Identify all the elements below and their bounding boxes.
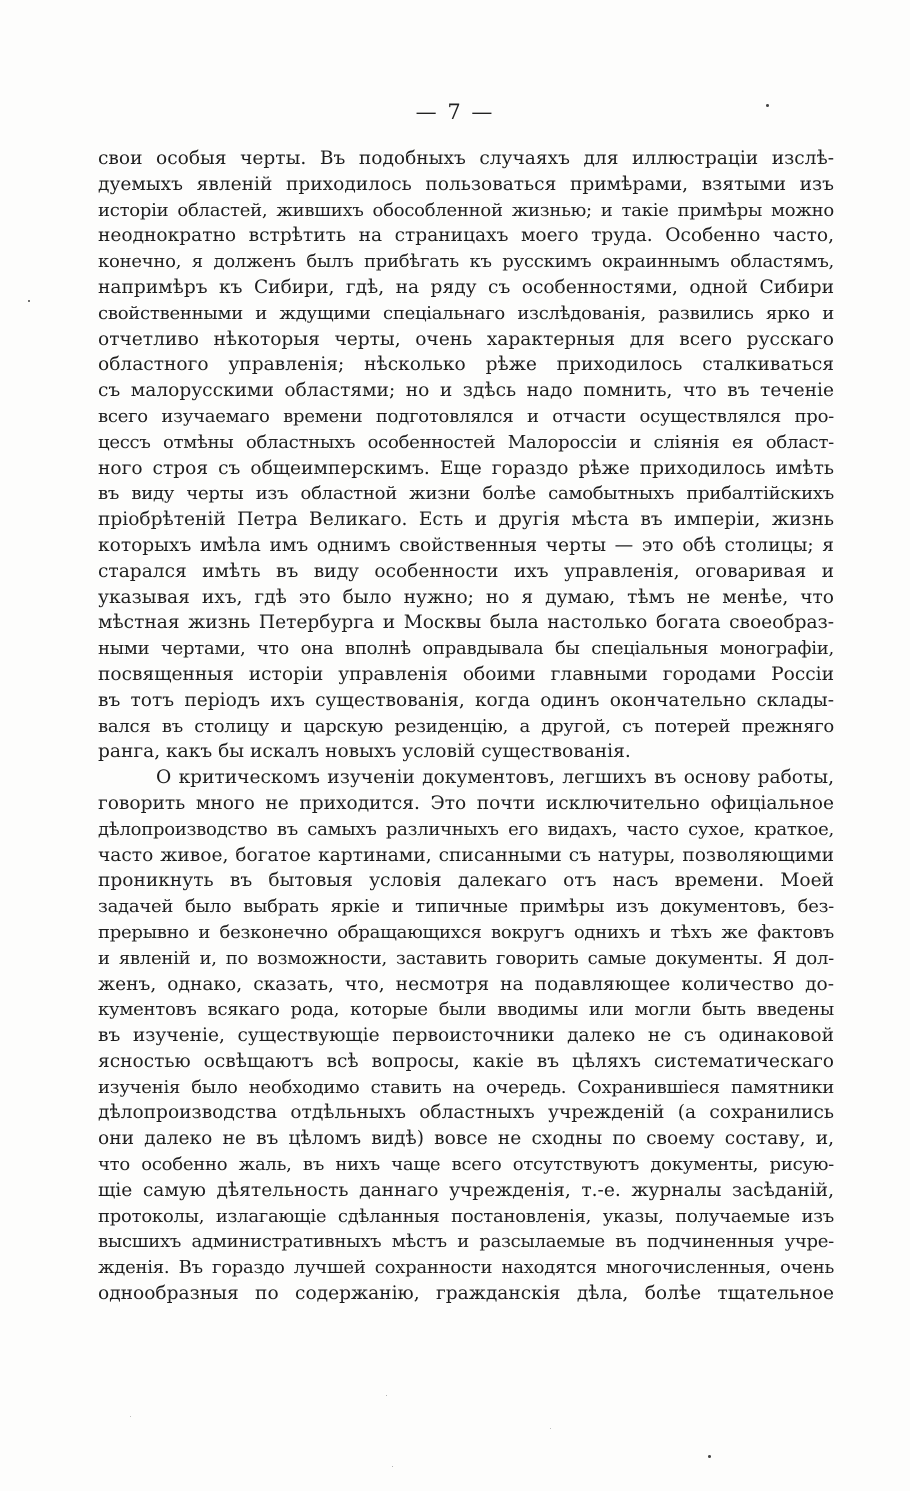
text-line: жденія. Въ гораздо лучшей сохранности находятся многочисленныя, очень <box>98 1257 834 1279</box>
text-line: проникнуть въ бытовыя условія далекаго отъ насъ времени. Моей <box>98 870 834 892</box>
text-line: пріобрѣтеній Петра Великаго. Есть и другія мѣста въ имперіи, жизнь <box>98 509 834 531</box>
dust-speck <box>766 104 769 107</box>
text-line: посвященныя исторіи управленія обоими главными городами Россіи <box>98 663 834 685</box>
text-line: дѣлопроизводство въ самыхъ различныхъ его видахъ, часто сухое, краткое, <box>98 818 834 840</box>
text-line: отчетливо нѣкоторыя черты, очень характерныя для всего русскаго <box>98 328 834 350</box>
text-line: протоколы, излагающіе сдѣланныя постановленія, указы, получаемые изъ <box>98 1205 834 1227</box>
text-line: которыхъ имѣла имъ однимъ свойственныя черты — это обѣ столицы; я <box>98 534 834 556</box>
text-line: ными чертами, что она вполнѣ оправдывала бы спеціальныя монографіи, <box>98 638 834 660</box>
text-line: изученія было необходимо ставить на очередь. Сохранившіеся памятники <box>98 1076 834 1098</box>
dust-speck <box>130 1416 131 1417</box>
text-line: неоднократно встрѣтить на страницахъ моего труда. Особенно часто, <box>98 225 834 247</box>
text-line: мѣстная жизнь Петербурга и Москвы была настолько богата своеобраз- <box>98 612 834 634</box>
text-line: говорить много не приходится. Это почти исключительно офиціальное <box>98 792 834 814</box>
text-line: задачей было выбрать яркіе и типичные примѣры изъ документовъ, без- <box>98 896 834 918</box>
text-line: прерывно и безконечно обращающихся вокругъ однихъ и тѣхъ же фактовъ <box>98 921 834 943</box>
text-line: указывая ихъ, гдѣ это было нужно; но я думаю, тѣмъ не менѣе, что <box>98 586 834 608</box>
text-line: часто живое, богатое картинами, списанными съ натуры, позволяющими <box>98 844 834 866</box>
text-line: женъ, однако, сказать, что, несмотря на подавляющее количество до- <box>98 973 834 995</box>
text-line: съ малорусскими областями; но и здѣсь надо помнить, что въ теченіе <box>98 380 834 402</box>
text-line: ясностью освѣщаютъ всѣ вопросы, какіе въ цѣляхъ систематическаго <box>98 1050 834 1072</box>
paragraph-2 <box>98 765 834 1307</box>
paragraph-1 <box>98 146 834 765</box>
text-line: однообразныя по содержанію, гражданскія дѣла, болѣе тщательное <box>98 1283 834 1305</box>
text-line: свои особыя черты. Въ подобныхъ случаяхъ для иллюстраціи изслѣ- <box>98 148 834 169</box>
dust-speck <box>550 1428 551 1429</box>
text-line: дѣлопроизводства отдѣльныхъ областныхъ учрежденій (а сохранились <box>98 1102 834 1124</box>
text-line: они далеко не въ цѣломъ видѣ) вовсе не сходны по своему составу, и, <box>98 1128 834 1150</box>
dust-speck <box>386 1395 387 1396</box>
text-line: и явленій и, по возможности, заставить говорить самые документы. Я дол- <box>98 947 834 969</box>
text-line: въ виду черты изъ областной жизни болѣе самобытныхъ прибалтійскихъ <box>98 483 834 505</box>
text-line: всего изучаемаго времени подготовлялся и отчасти осуществлялся про- <box>98 405 834 427</box>
text-line: областного управленія; нѣсколько рѣже приходилось сталкиваться <box>98 354 834 376</box>
text-line: ранга, какъ бы искалъ новыхъ условій существованія. <box>98 741 631 763</box>
text-line: дуемыхъ явленій приходилось пользоваться примѣрами, взятыми изъ <box>98 173 834 195</box>
text-line: высшихъ административныхъ мѣстъ и разсылаемые въ подчиненныя учре- <box>98 1231 834 1253</box>
text-line: вался въ столицу и царскую резиденцію, а другой, съ потерей прежняго <box>98 715 834 737</box>
text-line: кументовъ всякаго рода, которые были вводимы или могли быть введены <box>98 999 834 1021</box>
text-line: исторіи областей, жившихъ обособленной жизнью; и такіе примѣры можно <box>98 199 834 221</box>
body-text <box>98 146 834 1307</box>
text-line: свойственными и ждущими спеціальнаго изслѣдованія, развились ярко и <box>98 302 834 324</box>
text-line: цессъ отмѣны областныхъ особенностей Малороссіи и сліянія ея област- <box>98 431 834 453</box>
text-line: что особенно жаль, въ нихъ чаще всего отсутствуютъ документы, рисую- <box>98 1154 834 1176</box>
page-number: — 7 — <box>415 100 495 124</box>
text-line: ного строя съ общеимперскимъ. Еще гораздо рѣже приходилось имѣть <box>98 457 834 479</box>
text-line: конечно, я долженъ былъ прибѣгать къ русскимъ окраиннымъ областямъ, <box>98 251 834 273</box>
text-line: въ изученіе, существующіе первоисточники далеко не съ одинаковой <box>98 1025 834 1047</box>
text-line: старался имѣть въ виду особенности ихъ управленія, оговаривая и <box>98 560 834 582</box>
text-line: въ тотъ періодъ ихъ существованія, когда одинъ окончательно склады- <box>98 689 834 711</box>
text-line: щіе самую дѣятельность даннаго учрежденія, т.-е. журналы засѣданій, <box>98 1179 834 1201</box>
dust-speck <box>392 1466 393 1467</box>
text-line: О критическомъ изученіи документовъ, легшихъ въ основу работы, <box>156 767 834 789</box>
dust-speck <box>28 300 30 302</box>
text-line: напримѣръ къ Сибири, гдѣ, на ряду съ особенностями, одной Сибири <box>98 276 834 298</box>
dust-speck <box>708 1455 711 1458</box>
